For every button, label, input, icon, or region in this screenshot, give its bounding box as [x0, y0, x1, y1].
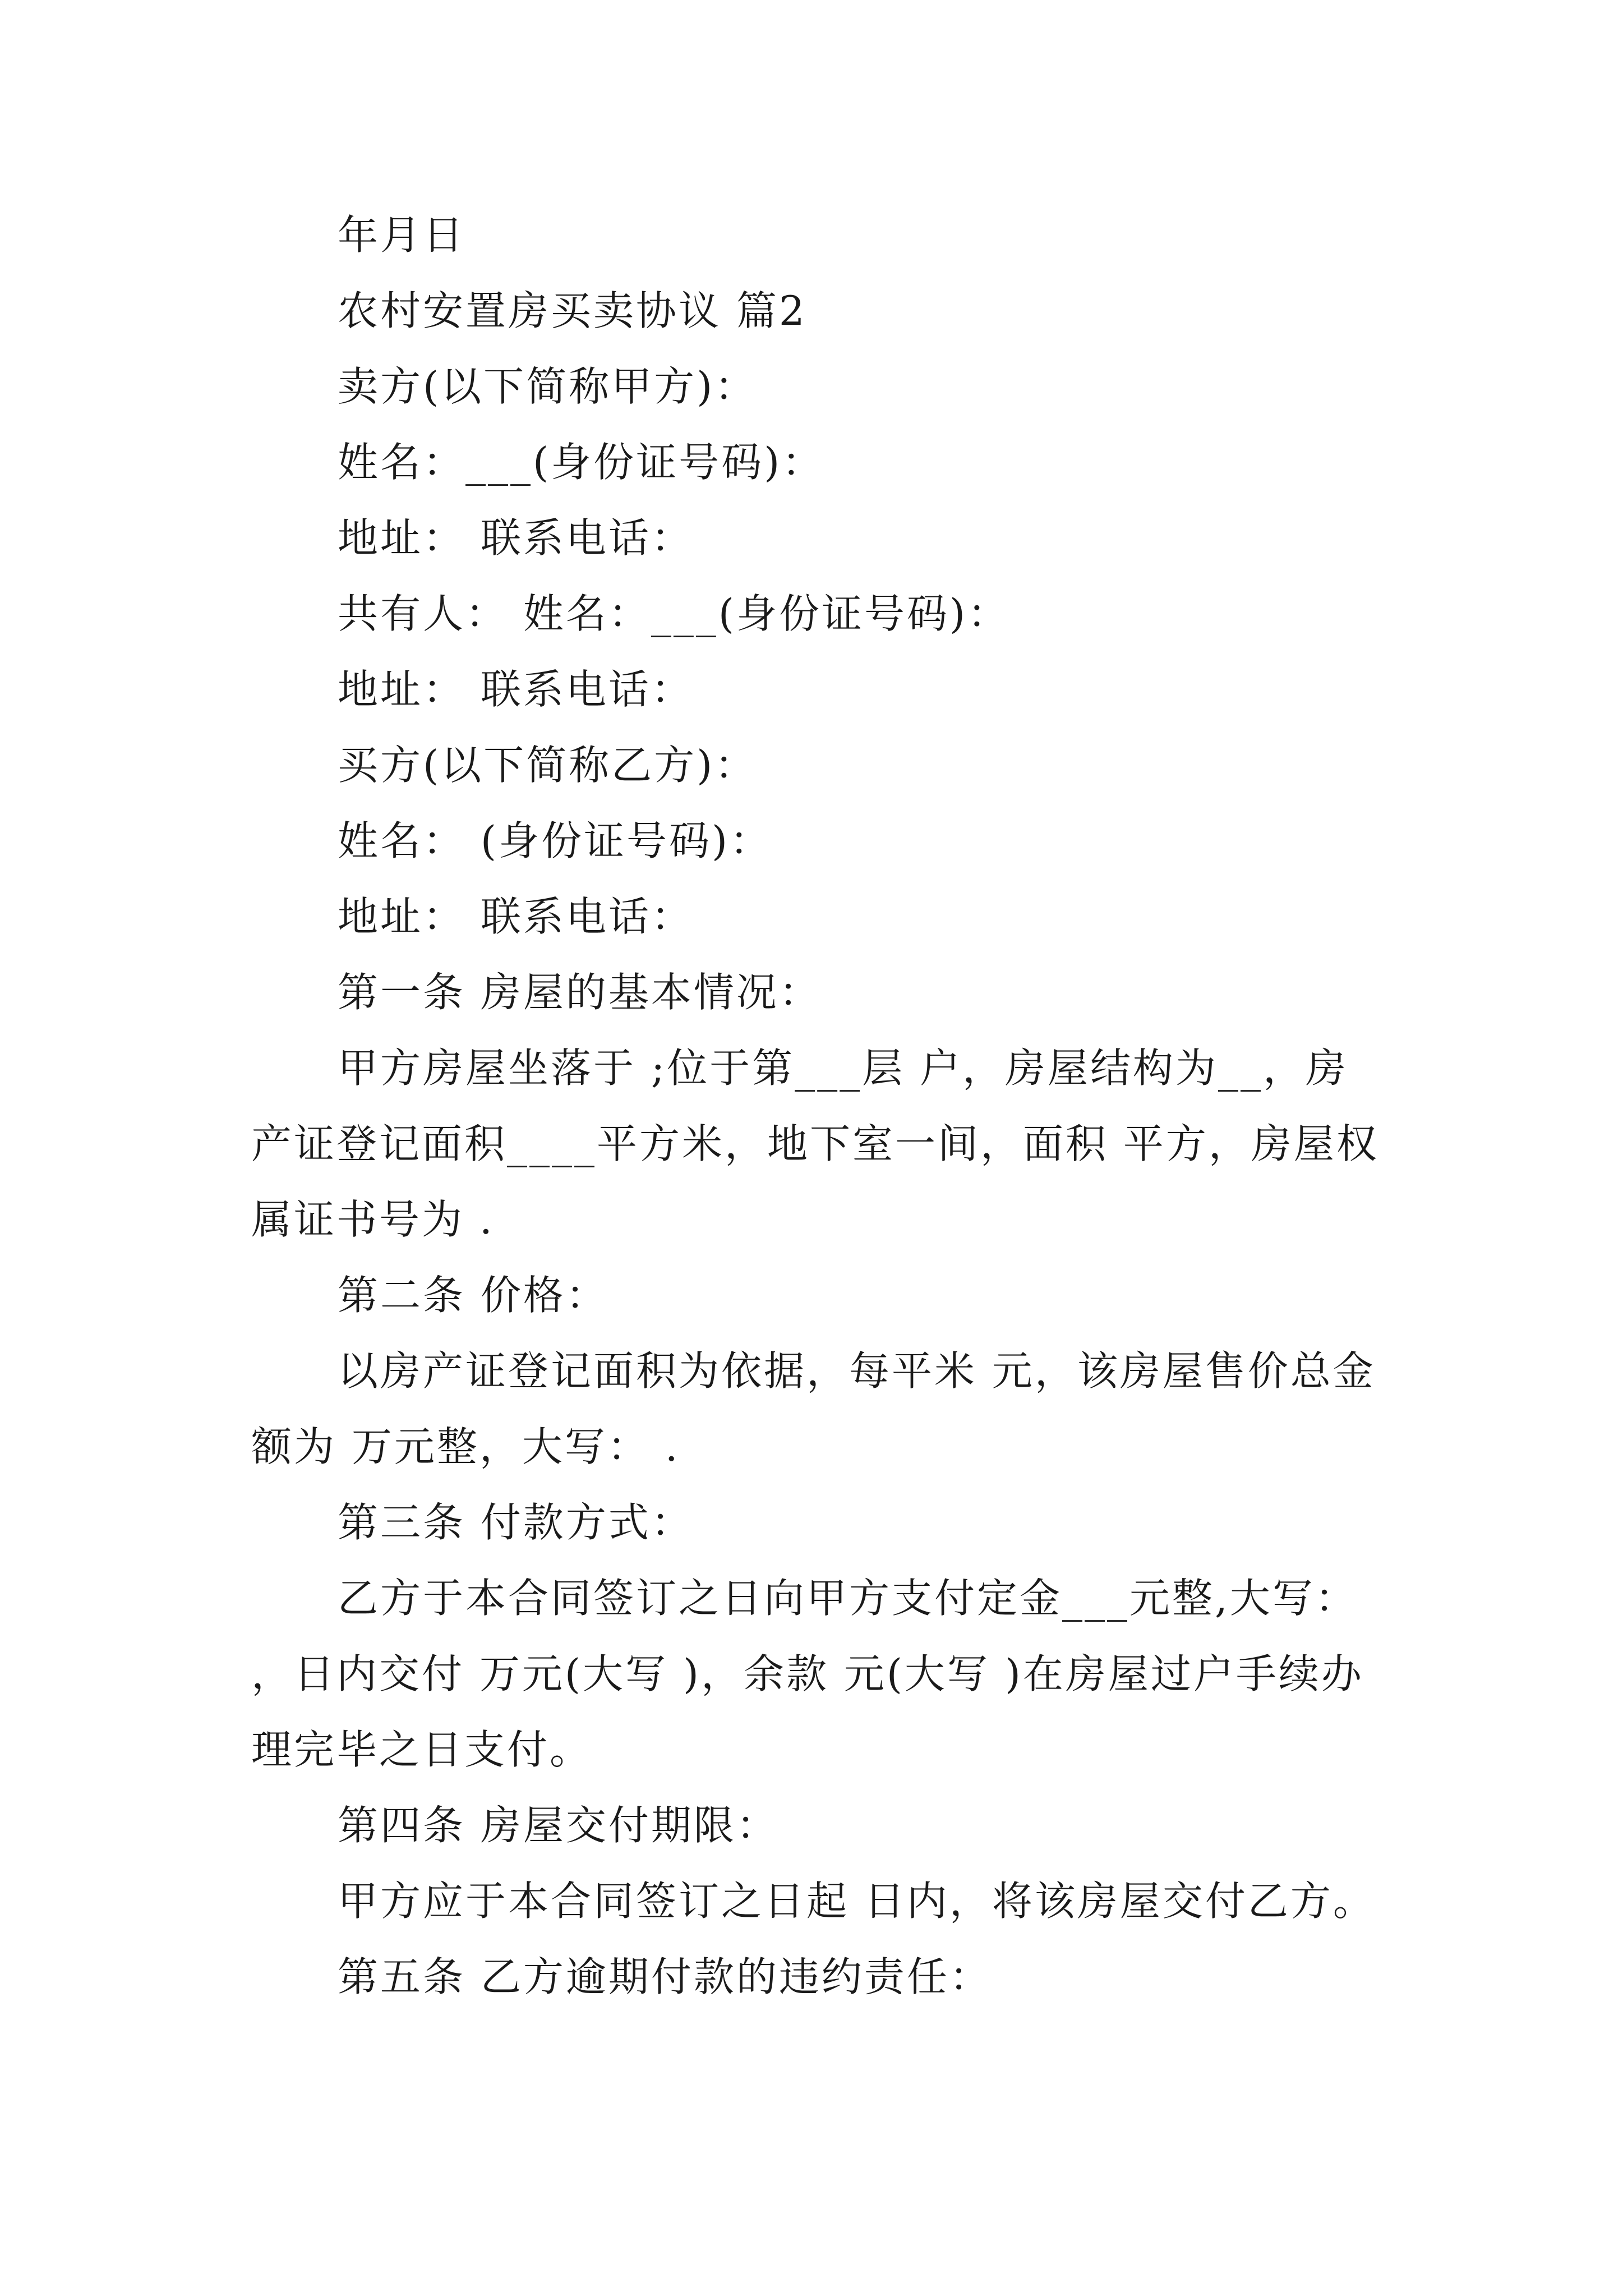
seller-address-line: 地址： 联系电话：: [338, 514, 694, 562]
article-5-heading: 第五条 乙方逾期付款的违约责任：: [338, 1953, 992, 2000]
buyer-heading: 买方(以下简称乙方)：: [338, 742, 758, 789]
article-3-heading: 第三条 付款方式：: [338, 1499, 694, 1546]
article-1-body: 甲方房屋坐落于 ;位于第___层 户，房屋结构为__，房产证登记面积____平方米，地下室一间，面积 平方，房屋权属证书号为 .: [251, 1045, 1379, 1243]
seller-name-line: 姓名：___(身份证号码)：: [338, 439, 825, 486]
buyer-address-line: 地址： 联系电话：: [338, 893, 694, 940]
date-line: 年月日: [338, 211, 466, 259]
co-owner-address-line: 地址： 联系电话：: [338, 666, 694, 713]
document-page: [251, 197, 1384, 2015]
article-4-body: 甲方应于本合同签订之日起 日内，将该房屋交付乙方。: [338, 1878, 1376, 1925]
article-2-body: 以房产证登记面积为依据，每平米 元，该房屋售价总金额为 万元整，大写： .: [251, 1347, 1376, 1470]
buyer-name-line: 姓名： (身份证号码)：: [338, 817, 773, 864]
article-4-heading: 第四条 房屋交付期限：: [338, 1802, 779, 1849]
section-title: 农村安置房买卖协议 篇2: [338, 287, 807, 334]
seller-heading: 卖方(以下简称甲方)：: [338, 363, 758, 410]
article-2-heading: 第二条 价格：: [338, 1272, 608, 1319]
co-owner-line: 共有人： 姓名：___(身份证号码)：: [338, 590, 1011, 637]
article-3-body: 乙方于本合同签订之日向甲方支付定金___元整,大写： ，日内交付 万元(大写 )，余款 元(大写 )在房屋过户手续办理完毕之日支付。: [251, 1575, 1373, 1773]
article-1-heading: 第一条 房屋的基本情况：: [338, 969, 822, 1016]
